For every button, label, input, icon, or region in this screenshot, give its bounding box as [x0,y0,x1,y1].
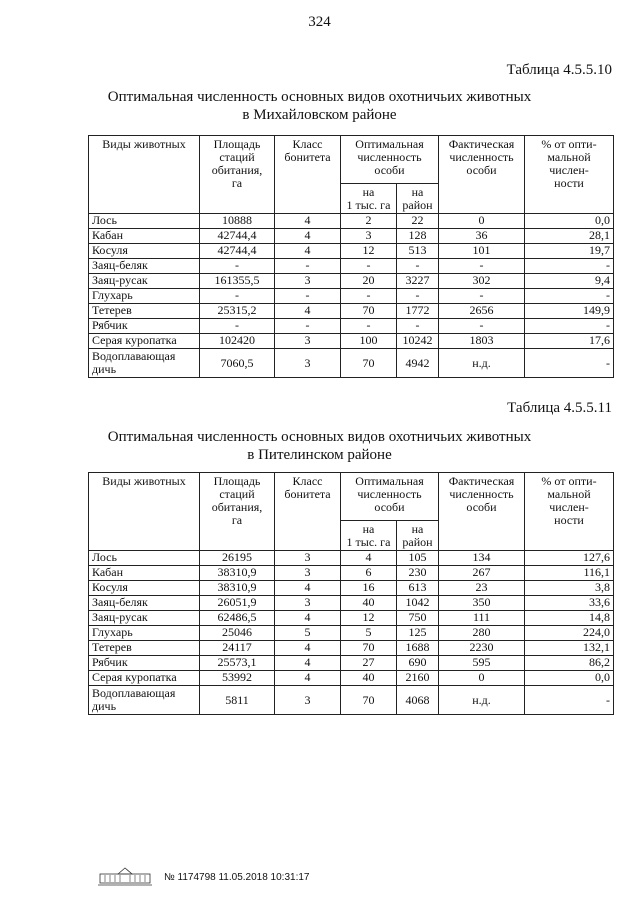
table-row [89,581,614,596]
per-district-cell: - [397,259,439,274]
percent-of-optimal-cell: - [525,259,614,274]
actual-count-cell: 2656 [439,304,525,319]
table-row [89,671,614,686]
percent-of-optimal-cell: 116,1 [525,566,614,581]
table-title-line: в Михайловском районе [242,107,397,123]
table-row [89,289,614,304]
percent-of-optimal-cell: 9,4 [525,274,614,289]
per-1k-ha-cell: 5 [341,626,397,641]
col-header-per-district: на район [397,184,439,214]
class-cell: 4 [275,229,341,244]
percent-of-optimal-cell: 0,0 [525,214,614,229]
per-district-cell: 690 [397,656,439,671]
per-district-cell: 1042 [397,596,439,611]
per-1k-ha-cell: 6 [341,566,397,581]
table-title-line: Оптимальная численность основных видов охотничьих животных [107,429,532,445]
per-1k-ha-cell: 12 [341,244,397,259]
actual-count-cell: 36 [439,229,525,244]
actual-count-cell: 101 [439,244,525,259]
per-1k-ha-cell: 2 [341,214,397,229]
species-cell: Рябчик [89,656,200,671]
per-district-cell: 125 [397,626,439,641]
percent-of-optimal-cell: 132,1 [525,641,614,656]
species-cell: Глухарь [89,626,200,641]
col-header-area: Площадь стаций обитания, га [200,473,275,551]
col-header-actual: Фактическая численность особи [439,473,525,551]
percent-of-optimal-cell: 0,0 [525,671,614,686]
actual-count-cell: н.д. [439,686,525,715]
class-cell: 5 [275,626,341,641]
table-row [89,214,614,229]
area-cell: - [200,319,275,334]
class-cell: 3 [275,686,341,715]
col-header-per-district: на район [397,521,439,551]
per-district-cell: 105 [397,551,439,566]
per-1k-ha-cell: 27 [341,656,397,671]
class-cell: 4 [275,611,341,626]
class-cell: 4 [275,581,341,596]
area-cell: 7060,5 [200,349,275,378]
table-row [89,319,614,334]
area-cell: 25046 [200,626,275,641]
per-1k-ha-cell: - [341,259,397,274]
col-header-per-1k-ha: на 1 тыс. га [341,521,397,551]
table-row [89,259,614,274]
actual-count-cell: 134 [439,551,525,566]
table-row [89,626,614,641]
area-cell: 24117 [200,641,275,656]
percent-of-optimal-cell: - [525,349,614,378]
class-cell: 3 [275,551,341,566]
per-district-cell: 10242 [397,334,439,349]
percent-of-optimal-cell: - [525,686,614,715]
class-cell: 3 [275,349,341,378]
percent-of-optimal-cell: - [525,289,614,304]
col-header-class: Класс бонитета [275,136,341,214]
species-cell: Глухарь [89,289,200,304]
table-row [89,229,614,244]
percent-of-optimal-cell: 224,0 [525,626,614,641]
per-district-cell: 230 [397,566,439,581]
area-cell: - [200,289,275,304]
area-cell: 102420 [200,334,275,349]
area-cell: 5811 [200,686,275,715]
col-header-species: Виды животных [89,136,200,214]
per-district-cell: - [397,319,439,334]
per-1k-ha-cell: 4 [341,551,397,566]
actual-count-cell: 1803 [439,334,525,349]
area-cell: 25315,2 [200,304,275,319]
table-title-line: Оптимальная численность основных видов охотничьих животных [107,89,532,105]
actual-count-cell: 23 [439,581,525,596]
table-title [0,428,639,464]
table-row [89,274,614,289]
table-number: Таблица 4.5.5.10 [506,62,612,78]
government-emblem-icon [96,866,154,888]
data-table [88,472,614,715]
class-cell: 4 [275,244,341,259]
per-1k-ha-cell: 40 [341,671,397,686]
per-1k-ha-cell: 3 [341,229,397,244]
class-cell: 3 [275,566,341,581]
table-row [89,611,614,626]
species-cell: Заяц-русак [89,274,200,289]
per-district-cell: 22 [397,214,439,229]
percent-of-optimal-cell: 86,2 [525,656,614,671]
class-cell: 3 [275,596,341,611]
class-cell: 3 [275,334,341,349]
per-district-cell: 613 [397,581,439,596]
per-1k-ha-cell: 12 [341,611,397,626]
class-cell: 4 [275,656,341,671]
area-cell: 42744,4 [200,229,275,244]
actual-count-cell: 595 [439,656,525,671]
area-cell: 38310,9 [200,581,275,596]
area-cell: 42744,4 [200,244,275,259]
footer [96,866,309,888]
per-district-cell: 513 [397,244,439,259]
area-cell: 161355,5 [200,274,275,289]
area-cell: 26051,9 [200,596,275,611]
per-district-cell: 2160 [397,671,439,686]
table-row [89,349,614,378]
per-district-cell: 4068 [397,686,439,715]
actual-count-cell: - [439,289,525,304]
percent-of-optimal-cell: 14,8 [525,611,614,626]
actual-count-cell: 267 [439,566,525,581]
percent-of-optimal-cell: 19,7 [525,244,614,259]
col-header-per-1k-ha: на 1 тыс. га [341,184,397,214]
col-header-area: Площадь стаций обитания, га [200,136,275,214]
col-header-optimal: Оптимальная численность особи [341,136,439,184]
per-1k-ha-cell: 70 [341,349,397,378]
actual-count-cell: 350 [439,596,525,611]
species-cell: Водоплавающая дичь [89,686,200,715]
per-district-cell: 750 [397,611,439,626]
per-district-cell: 1688 [397,641,439,656]
species-cell: Тетерев [89,641,200,656]
actual-count-cell: 0 [439,671,525,686]
class-cell: 3 [275,274,341,289]
table-title [0,88,639,124]
table-row [89,551,614,566]
species-cell: Кабан [89,229,200,244]
species-cell: Серая куропатка [89,334,200,349]
table-number: Таблица 4.5.5.11 [507,400,612,416]
species-cell: Заяц-беляк [89,596,200,611]
page-number: 324 [308,14,331,30]
species-cell: Лось [89,214,200,229]
per-1k-ha-cell: 70 [341,641,397,656]
class-cell: - [275,319,341,334]
col-header-percent: % от опти- мальной числен- ности [525,473,614,551]
per-district-cell: - [397,289,439,304]
per-district-cell: 128 [397,229,439,244]
class-cell: 4 [275,671,341,686]
per-1k-ha-cell: 16 [341,581,397,596]
actual-count-cell: 0 [439,214,525,229]
class-cell: - [275,289,341,304]
class-cell: 4 [275,304,341,319]
species-cell: Кабан [89,566,200,581]
species-cell: Заяц-русак [89,611,200,626]
per-1k-ha-cell: - [341,289,397,304]
per-1k-ha-cell: 100 [341,334,397,349]
area-cell: 25573,1 [200,656,275,671]
actual-count-cell: 302 [439,274,525,289]
table-row [89,334,614,349]
per-district-cell: 3227 [397,274,439,289]
per-district-cell: 1772 [397,304,439,319]
col-header-percent: % от опти- мальной числен- ности [525,136,614,214]
class-cell: 4 [275,641,341,656]
table-row [89,596,614,611]
per-1k-ha-cell: 70 [341,686,397,715]
class-cell: 4 [275,214,341,229]
area-cell: 62486,5 [200,611,275,626]
species-cell: Лось [89,551,200,566]
col-header-species: Виды животных [89,473,200,551]
per-1k-ha-cell: 20 [341,274,397,289]
col-header-actual: Фактическая численность особи [439,136,525,214]
species-cell: Серая куропатка [89,671,200,686]
percent-of-optimal-cell: 28,1 [525,229,614,244]
class-cell: - [275,259,341,274]
percent-of-optimal-cell: 3,8 [525,581,614,596]
actual-count-cell: 280 [439,626,525,641]
area-cell: 53992 [200,671,275,686]
actual-count-cell: - [439,319,525,334]
table-row [89,566,614,581]
per-district-cell: 4942 [397,349,439,378]
actual-count-cell: 2230 [439,641,525,656]
area-cell: 38310,9 [200,566,275,581]
species-cell: Рябчик [89,319,200,334]
species-cell: Тетерев [89,304,200,319]
species-cell: Косуля [89,244,200,259]
col-header-class: Класс бонитета [275,473,341,551]
per-1k-ha-cell: 40 [341,596,397,611]
per-1k-ha-cell: - [341,319,397,334]
area-cell: - [200,259,275,274]
percent-of-optimal-cell: - [525,319,614,334]
percent-of-optimal-cell: 33,6 [525,596,614,611]
area-cell: 26195 [200,551,275,566]
data-table [88,135,614,378]
species-cell: Косуля [89,581,200,596]
species-cell: Заяц-беляк [89,259,200,274]
percent-of-optimal-cell: 149,9 [525,304,614,319]
table-row [89,244,614,259]
table-row [89,656,614,671]
table-title-line: в Пителинском районе [247,447,392,463]
percent-of-optimal-cell: 17,6 [525,334,614,349]
area-cell: 10888 [200,214,275,229]
document-registration-number: № 1174798 11.05.2018 10:31:17 [164,871,310,883]
table-row [89,686,614,715]
table-row [89,304,614,319]
table-row [89,641,614,656]
species-cell: Водоплавающая дичь [89,349,200,378]
actual-count-cell: н.д. [439,349,525,378]
actual-count-cell: 111 [439,611,525,626]
per-1k-ha-cell: 70 [341,304,397,319]
percent-of-optimal-cell: 127,6 [525,551,614,566]
col-header-optimal: Оптимальная численность особи [341,473,439,521]
actual-count-cell: - [439,259,525,274]
